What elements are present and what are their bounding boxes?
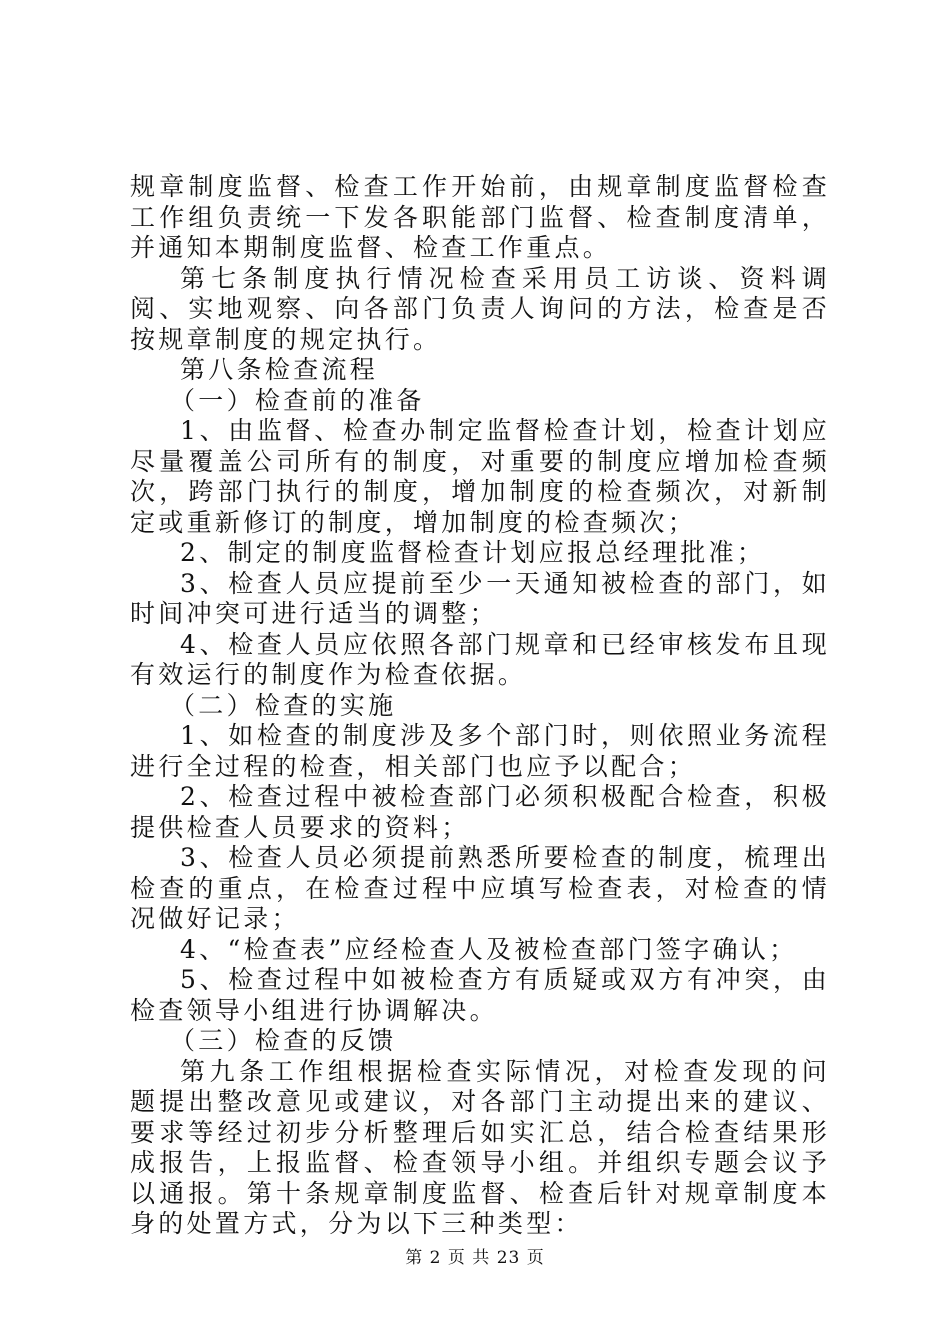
subsection-heading: （三）检查的反馈 (170, 1026, 397, 1055)
paragraph: 第七条制度执行情况检查采用员工访谈、资料调阅、实地观察、向各部门负责人询问的方法，检查是否按规章制度的规定执行。 (130, 263, 830, 354)
paragraph: 第九条工作组根据检查实际情况，对检查发现的问题提出整改意见或建议，对各部门主动提出来的建议、要求等经过初步分析整理后如实汇总，结合检查结果形成报告，上报监督、检查领导小组。并组织专题会议予以通报。第十条规章制度监督、检查后针对规章制度本身的处置方式，分为以下三种类型： (130, 1056, 830, 1238)
list-item: 1、由监督、检查办制定监督检查计划，检查计划应尽量覆盖公司所有的制度，对重要的制度应增加检查频次，跨部门执行的制度，增加制度的检查频次，对新制定或重新修订的制度，增加制度的检查频次； (130, 416, 830, 537)
subsection-heading: （二）检查的实施 (170, 690, 397, 720)
page-number-footer: 第 2 页 共 23 页 (405, 1248, 545, 1268)
list-item: 4、“检查表”应经检查人及被检查部门签字确认； (180, 934, 798, 964)
list-item: 5、检查过程中如被检查方有质疑或双方有冲突，由检查领导小组进行协调解决。 (130, 965, 830, 1025)
list-item: 2、制定的制度监督检查计划应报总经理批准； (180, 538, 766, 567)
list-item: 3、检查人员应提前至少一天通知被检查的部门，如时间冲突可进行适当的调整； (130, 568, 830, 628)
list-item: 2、检查过程中被检查部门必须积极配合检查，积极提供检查人员要求的资料； (130, 782, 830, 842)
paragraph: 规章制度监督、检查工作开始前，由规章制度监督检查工作组负责统一下发各职能部门监督、检查制度清单，并通知本期制度监督、检查工作重点。 (130, 172, 830, 262)
section-heading: 第八条检查流程 (180, 355, 379, 384)
list-item: 1、如检查的制度涉及多个部门时，则依照业务流程进行全过程的检查，相关部门也应予以配合； (130, 721, 830, 781)
subsection-heading: （一）检查前的准备 (170, 385, 425, 415)
document-body (130, 172, 830, 1240)
list-item: 3、检查人员必须提前熟悉所要检查的制度，梳理出检查的重点，在检查过程中应填写检查表，对检查的情况做好记录； (130, 843, 830, 933)
list-item: 4、检查人员应依照各部门规章和已经审核发布且现有效运行的制度作为检查依据。 (130, 629, 830, 689)
